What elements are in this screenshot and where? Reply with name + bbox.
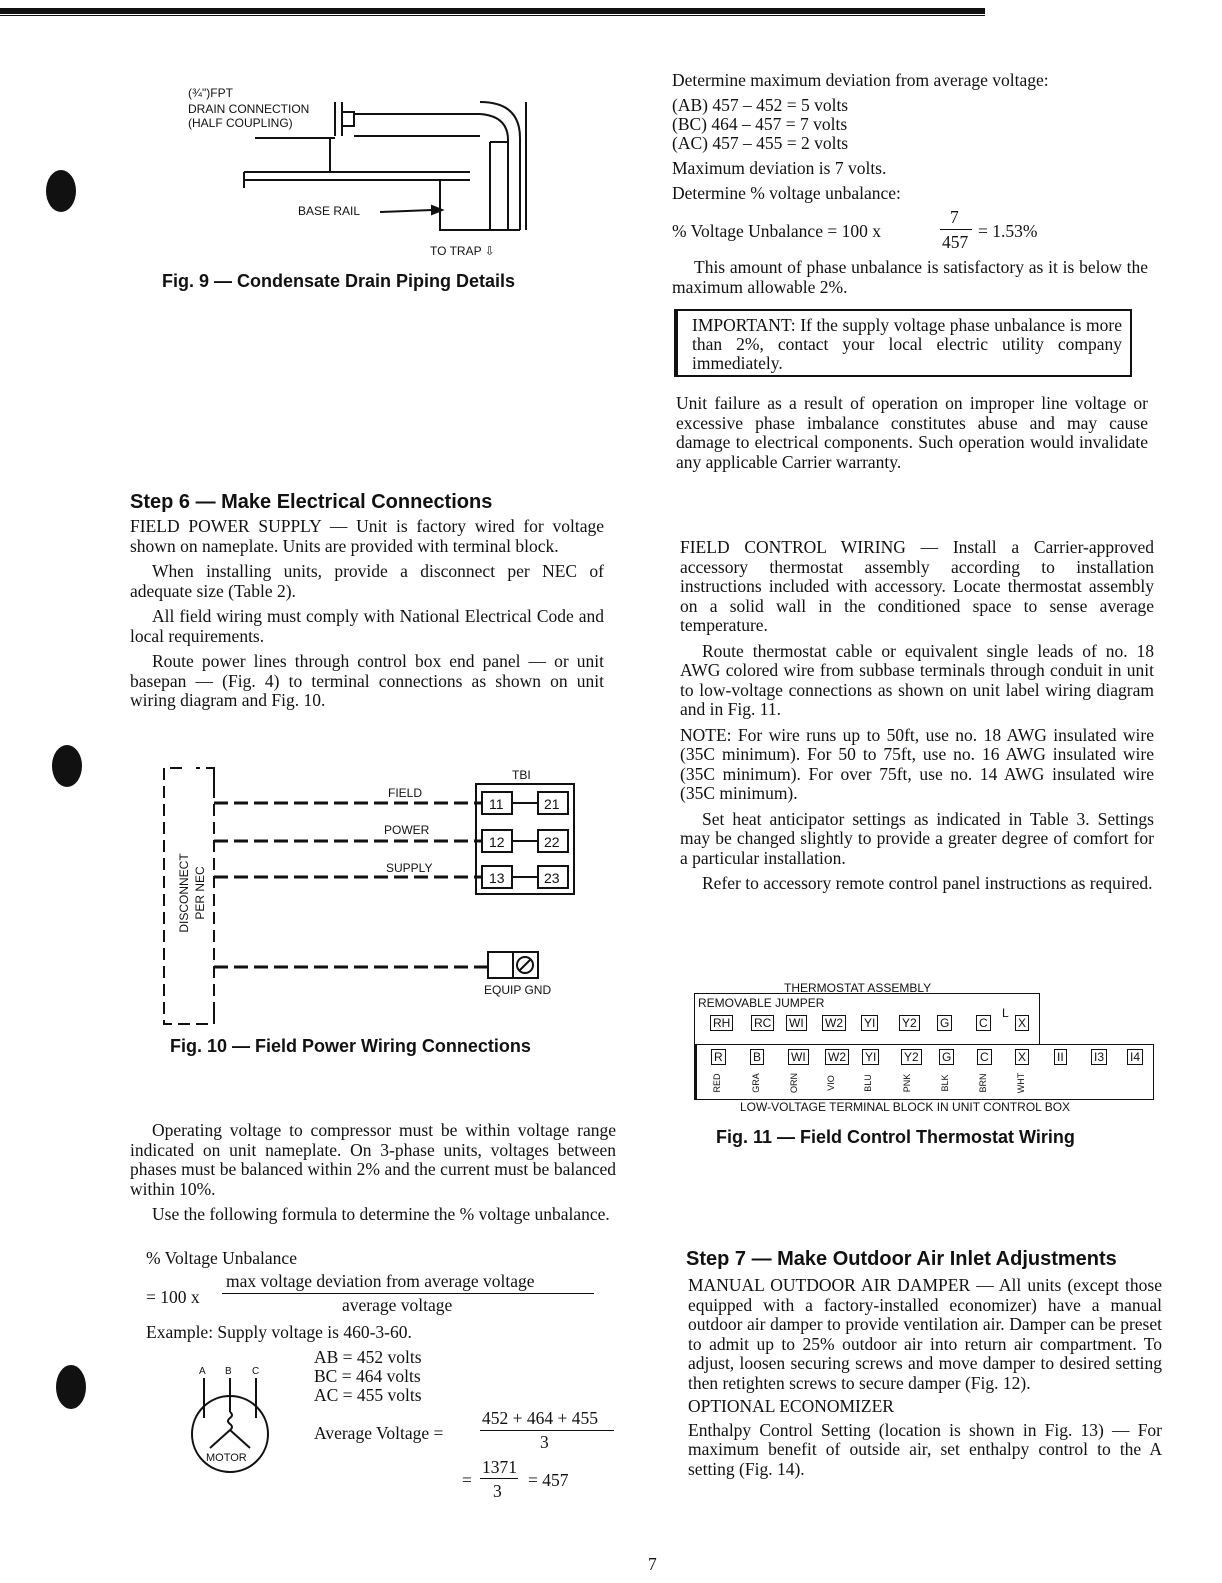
voltage-p2: Use the following formula to determine the % voltage unbalance. — [152, 1204, 610, 1224]
binder-hole-2 — [52, 745, 82, 787]
voltage-avg-num: 452 + 464 + 455 — [482, 1408, 598, 1428]
step7-p1: MANUAL OUTDOOR AIR DAMPER — All units (except those equipped with a factory-installed economizer) have a manual outdoor air damper to provide ventilation air. Damper can be preset to admit up to 25% outdoor air into return air compartment. To adjust, loosen securing screws and move damper to desired setting then retighten screws to secure damper (Fig. 12). — [688, 1275, 1162, 1393]
control-p4: Set heat anticipator settings as indicated in Table 3. Settings may be changed slightly to provide a greater degree of comfort for a particular installation. — [680, 808, 1154, 868]
fig11-caption: Fig. 11 — Field Control Thermostat Wiring — [716, 1127, 1075, 1147]
control-p5: Refer to accessory remote control panel instructions as required. — [702, 873, 1153, 893]
step6-p3: All field wiring must comply with National Electrical Code and local requirements. — [130, 606, 604, 646]
fig11-wire-color: WHT — [1016, 1072, 1026, 1094]
fig11-top-terminal: C — [976, 1015, 991, 1031]
deviation-determine: Determine % voltage unbalance: — [672, 183, 901, 203]
fig9-base-rail-label: BASE RAIL — [298, 204, 361, 218]
fig10-power-label: POWER — [384, 823, 430, 837]
voltage-avg-label: Average Voltage = — [314, 1423, 444, 1443]
fig9-drain-label-2: (HALF COUPLING) — [188, 116, 293, 130]
fig10-terminal-12: 12 — [489, 834, 505, 850]
voltage-numerator: max voltage deviation from average voltage — [226, 1271, 535, 1291]
deviation-formula-label: % Voltage Unbalance = 100 x — [672, 221, 881, 241]
fig10-terminal-22: 22 — [544, 834, 560, 850]
motor-phase-b: B — [225, 1366, 232, 1377]
fig11-wire-color: ORN — [789, 1073, 799, 1093]
fig11-top-terminal: RC — [751, 1015, 774, 1031]
deviation-satisfactory: This amount of phase unbalance is satisfactory as it is below the maximum allowable 2%. — [672, 257, 1148, 297]
binder-hole-3 — [56, 1365, 86, 1409]
fig11-bottom-terminal: I4 — [1127, 1049, 1143, 1065]
fig11-wire-color: BLK — [940, 1074, 950, 1092]
fig11-wire-color: PNK — [902, 1073, 912, 1093]
voltage-ac: AC = 455 volts — [314, 1385, 422, 1405]
voltage-label: % Voltage Unbalance — [146, 1248, 297, 1268]
step6-p4: Route power lines through control box end panel — or unit basepan — (Fig. 4) to terminal connections as shown on unit wiring diagram and Fig. 10. — [130, 651, 604, 710]
step7-body — [688, 1276, 1162, 1479]
fig11-bottom-terminal: YI — [862, 1049, 879, 1065]
voltage-avg-eq: = — [462, 1470, 472, 1490]
fig11-top-terminal: RH — [710, 1015, 733, 1031]
voltage-avg-result: = 457 — [528, 1470, 569, 1490]
fig11-bottom-terminal: I3 — [1091, 1049, 1107, 1065]
voltage-body — [130, 1121, 616, 1225]
voltage-avg-den2: 3 — [493, 1481, 502, 1501]
control-body — [680, 538, 1154, 894]
fig9-caption: Fig. 9 — Condensate Drain Piping Details — [162, 271, 516, 291]
voltage-example: Example: Supply voltage is 460-3-60. — [146, 1322, 412, 1342]
fig10-field-label: FIELD — [388, 786, 423, 800]
fig11-top-terminal: G — [937, 1015, 952, 1031]
fig11-bottom-terminal: II — [1054, 1049, 1067, 1065]
fig11-top-terminal: L — [1002, 1006, 1009, 1020]
voltage-avg-den: 3 — [540, 1432, 549, 1452]
binder-hole-1 — [46, 170, 76, 212]
fig10-terminal-11: 11 — [489, 796, 504, 812]
fig11-wire-color: VIO — [826, 1075, 836, 1091]
deviation-max: Maximum deviation is 7 volts. — [672, 158, 887, 178]
page-number: 7 — [648, 1554, 657, 1574]
important-box — [674, 309, 1132, 377]
motor-phase-a: A — [199, 1366, 206, 1377]
deviation-satisfactory-block — [672, 258, 1148, 297]
fig9-to-trap-label: TO TRAP ⇩ — [430, 244, 495, 258]
fig11-top-terminal: X — [1015, 1015, 1029, 1031]
fig10-per-nec-label: PER NEC — [193, 866, 207, 920]
voltage-eq: = 100 x — [146, 1287, 200, 1307]
fig11-bottom-terminal: G — [939, 1049, 954, 1065]
fig11-bottom-terminal: R — [711, 1049, 726, 1065]
fig10-equip-gnd-label: EQUIP GND — [484, 983, 552, 997]
deviation-ab: (AB) 457 – 452 = 5 volts — [672, 95, 849, 115]
fig11-wire-color: BRN — [978, 1073, 988, 1093]
step7-p2: Enthalpy Control Setting (location is shown in Fig. 13) — For maximum benefit of outside air, set enthalpy control to the A setting (Fig. 14). — [688, 1419, 1162, 1479]
deviation-intro: Determine maximum deviation from average voltage: — [672, 70, 1049, 90]
fig10-tb-label: TBI — [512, 768, 531, 782]
deviation-formula-den: 457 — [942, 232, 969, 252]
deviation-bc: (BC) 464 – 457 = 7 volts — [672, 114, 848, 134]
step6-p1: FIELD POWER SUPPLY — Unit is factory wired for voltage shown on nameplate. Units are provided with terminal block. — [130, 516, 604, 556]
voltage-avg-num2: 1371 — [482, 1457, 517, 1477]
fig11-top-terminal: WI — [786, 1015, 807, 1031]
deviation-ac: (AC) 457 – 455 = 2 volts — [672, 133, 849, 153]
fig11-title: THERMOSTAT ASSEMBLY — [784, 981, 932, 995]
fig10-terminal-13: 13 — [489, 870, 505, 886]
voltage-ab: AB = 452 volts — [314, 1347, 422, 1367]
fig9-drain-label-1: DRAIN CONNECTION — [188, 102, 310, 116]
top-rule — [0, 8, 985, 14]
step6-heading: Step 6 — Make Electrical Connections — [130, 491, 493, 513]
fig11-bottom-terminal: Y2 — [901, 1049, 922, 1065]
deviation-failure-block — [676, 394, 1148, 472]
fig11-top-terminal: W2 — [822, 1015, 846, 1031]
fig11-top-terminal: Y2 — [899, 1015, 920, 1031]
fig9-fpt-label: (¾")FPT — [188, 86, 233, 100]
fig10-caption: Fig. 10 — Field Power Wiring Connections — [170, 1036, 531, 1056]
voltage-fraction-bar — [222, 1293, 594, 1294]
voltage-p1: Operating voltage to compressor must be within voltage range indicated on unit nameplate. On 3-phase units, voltages between phases must be balanced within 2% and the current must be balanced within 10%. — [130, 1120, 616, 1199]
motor-phase-c: C — [252, 1366, 260, 1377]
fig11-bottom-terminal: B — [750, 1049, 764, 1065]
motor-label: MOTOR — [206, 1452, 247, 1464]
important-text: IMPORTANT: If the supply voltage phase unbalance is more than 2%, contact your local electric utility company immediately. — [692, 315, 1122, 373]
fig10-terminal-23: 23 — [544, 870, 560, 886]
deviation-formula-num: 7 — [950, 207, 959, 227]
fig11-jumper: REMOVABLE JUMPER — [698, 996, 825, 1010]
fig11-bottom-terminal: WI — [788, 1049, 809, 1065]
fig11-wire-color: BLU — [863, 1074, 873, 1092]
fig10-disconnect-label: DISCONNECT — [177, 853, 191, 933]
control-p3: NOTE: For wire runs up to 50ft, use no. 18 AWG insulated wire (35C minimum). For 50 to 75ft, use no. 16 AWG insulated wire (35C minimum). For over 75ft, use no. 14 AWG insulated wire (35C minimum). — [680, 724, 1154, 803]
top-rule-thin — [0, 15, 985, 16]
control-p1: FIELD CONTROL WIRING — Install a Carrier-approved accessory thermostat assembly according to installation instructions included with accessory. Locate thermostat assembly on a solid wall in the conditioned space to sense average temperature. — [680, 537, 1154, 635]
fig10-terminal-21: 21 — [544, 796, 560, 812]
step7-economizer: OPTIONAL ECONOMIZER — [688, 1396, 894, 1416]
step6-p2: When installing units, provide a disconnect per NEC of adequate size (Table 2). — [130, 561, 604, 601]
deviation-formula-result: = 1.53% — [978, 221, 1038, 241]
fig11-top-terminal: YI — [861, 1015, 878, 1031]
fig11-bottom-terminal: C — [977, 1049, 992, 1065]
voltage-bc: BC = 464 volts — [314, 1366, 421, 1386]
voltage-avg-bar — [480, 1430, 614, 1431]
fig11-wire-color: GRA — [751, 1073, 761, 1093]
voltage-denominator: average voltage — [342, 1295, 453, 1315]
control-p2: Route thermostat cable or equivalent single leads of no. 18 AWG colored wire from subbase terminals through conduit in unit to low-voltage connections as shown on unit label wiring diagram and in Fig. 11. — [680, 640, 1154, 719]
deviation-formula-bar — [940, 229, 972, 230]
deviation-failure: Unit failure as a result of operation on improper line voltage or excessive phase imbalance constitutes abuse and may cause damage to electrical components. Such operation would invalidate any applicable Carrier warranty. — [676, 393, 1148, 472]
fig10-supply-label: SUPPLY — [386, 861, 433, 875]
step7-heading: Step 7 — Make Outdoor Air Inlet Adjustments — [686, 1248, 1117, 1270]
fig11-wire-color: RED — [712, 1073, 722, 1093]
fig11-bottom-label: LOW-VOLTAGE TERMINAL BLOCK IN UNIT CONTROL BOX — [740, 1100, 1071, 1114]
voltage-avg-bar2 — [480, 1478, 518, 1479]
fig11-bottom-terminal: W2 — [825, 1049, 849, 1065]
fig11-bottom-terminal: X — [1015, 1049, 1029, 1065]
step6-body — [130, 517, 604, 711]
